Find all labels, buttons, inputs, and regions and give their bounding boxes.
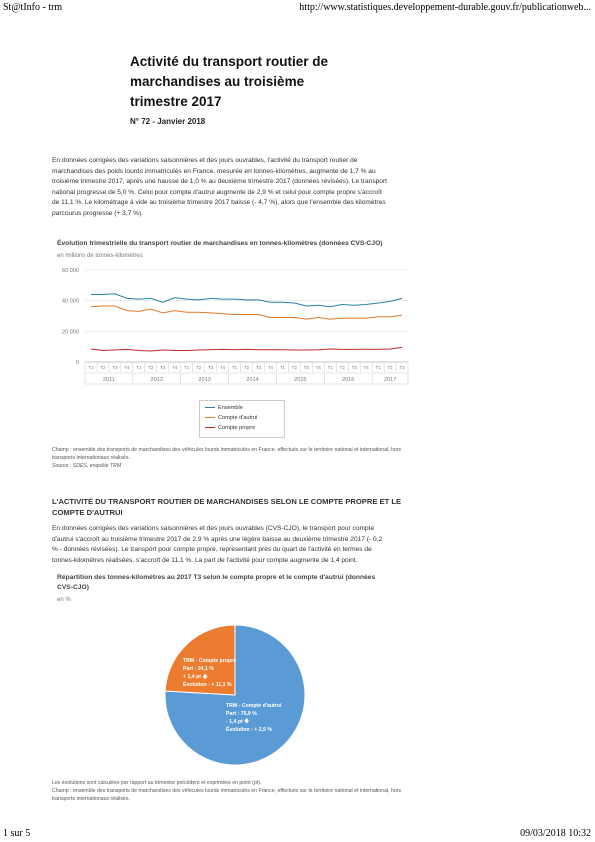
title-line: marchandises au troisième xyxy=(130,74,305,89)
note-line: transports internationaux réalisés. xyxy=(52,796,130,802)
x-tick-label: T4 xyxy=(315,365,321,370)
x-tick-label: T1 xyxy=(327,365,333,370)
title-line: Activité du transport routier de xyxy=(130,54,329,69)
page-counter: 1 sur 5 xyxy=(3,828,31,839)
paragraph-line: troisième trimestre 2017, après une hausse de 1,0 % au deuxième trimestre 2017 (données révisées). Le transport xyxy=(52,178,387,185)
chart-legend xyxy=(199,400,285,438)
paragraph-line: de 11,1 %. Le kilométrage à vide au troisième trimestre 2017 baisse (- 4,7 %), alors que l'ensemble des kilomètres xyxy=(52,199,386,206)
x-tick-label: T1 xyxy=(184,365,190,370)
note-line: Champ : ensemble des transports de marchandises des véhicules lourds immatriculés en France, effectués sur le territoire national et international, hors xyxy=(52,788,402,794)
print-timestamp: 09/03/2018 10:32 xyxy=(520,828,591,839)
x-tick-label: T3 xyxy=(208,365,214,370)
x-tick-label: T2 xyxy=(148,365,154,370)
label-line: TRM - Compte d'autrui xyxy=(226,703,282,709)
year-label: 2016 xyxy=(341,377,355,383)
year-label: 2011 xyxy=(102,377,115,383)
line-chart-title: Évolution trimestrielle du transport routier de marchandises en tonnes-kilomètres (données CVS-CJO) xyxy=(57,240,383,247)
label-line xyxy=(183,673,236,681)
x-tick-label: T3 xyxy=(399,365,405,370)
arrow-up-icon: 🡅 xyxy=(202,674,208,680)
x-tick-label: T2 xyxy=(387,365,393,370)
paragraph-line: marchandises des poids lourds immatriculés en France, mesurée en tonnes-kilomètres, augmente de 1,7 % au xyxy=(52,167,376,175)
note-line: Champ : ensemble des transports de marchandises des véhicules lourds immatriculés en France, effectués sur le territoire national et international, hors xyxy=(52,447,402,453)
heading-line: L'ACTIVITÉ DU TRANSPORT ROUTIER DE MARCHANDISES SELON LE COMPTE PROPRE ET LE xyxy=(52,497,402,506)
paragraph-line: tonnes-kilomètres réalisées, s'accroît de 11,1 %. La part de l'activité pour compte augmente de 1,4 point. xyxy=(52,556,358,564)
legend-item-compte-autrui xyxy=(205,415,257,421)
legend-item-compte-propre xyxy=(205,425,255,431)
y-tick-label: 20 000 xyxy=(61,329,79,336)
chart2-notes xyxy=(52,779,562,803)
label-text: + 1,4 pt xyxy=(183,674,202,680)
x-tick-label: T3 xyxy=(255,365,262,370)
label-line: Évolution : + 11,1 % xyxy=(183,682,232,688)
pie-chart xyxy=(160,620,310,770)
series-line xyxy=(91,306,402,319)
title-line: CVS-CJO) xyxy=(57,584,89,591)
line-chart xyxy=(40,264,420,399)
browser-tab-title: St@tInfo - trm xyxy=(3,2,63,13)
x-axis xyxy=(85,362,408,384)
arrow-down-icon: 🡇 xyxy=(244,719,250,725)
note-line: Les évolutions sont calculées par rapport au trimestre précédent et exprimées en point (pt). xyxy=(52,780,262,786)
x-tick-label: T3 xyxy=(112,365,118,370)
x-tick-label: T2 xyxy=(100,365,106,370)
paragraph-line: d'autrui s'accroît au troisième trimestre 2017 de 2,9 % après une légère baisse au deuxième trimestre 2017 (- 0,2 xyxy=(52,535,383,543)
label-line: Part : 24,1 % xyxy=(183,666,214,672)
section-heading xyxy=(52,496,412,518)
legend-swatch xyxy=(205,427,215,429)
x-tick-label: T4 xyxy=(124,365,130,370)
paragraph-line: national progresse de 5,0 %. Celui pour compte d'autrui augmente de 2,9 % et celui pour compte propre s'accroît xyxy=(52,188,382,196)
x-tick-label: T4 xyxy=(363,365,369,370)
x-tick-label: T1 xyxy=(279,365,285,370)
legend-item-ensemble xyxy=(205,405,243,411)
year-label: 2013 xyxy=(198,377,211,383)
x-tick-label: T3 xyxy=(303,365,309,370)
page-url[interactable]: http://www.statistiques.developpement-durable.gouv.fr/publicationweb... xyxy=(299,2,591,13)
year-label: 2015 xyxy=(294,377,307,383)
source-note: Source : SDES, enquête TRM xyxy=(52,463,122,469)
label-line: Part : 75,9 % xyxy=(226,711,257,717)
section-paragraph xyxy=(52,524,560,566)
intro-paragraph xyxy=(52,156,560,219)
year-label: 2017 xyxy=(383,377,397,383)
y-tick-label: 40 000 xyxy=(61,298,79,305)
y-tick-label: 0 xyxy=(75,360,79,366)
legend-label: Ensemble xyxy=(218,405,243,411)
x-tick-label: T3 xyxy=(160,365,166,370)
x-tick-label: T4 xyxy=(267,365,273,370)
label-line: Évolution : + 2,9 % xyxy=(226,727,272,733)
legend-label: Compte d'autrui xyxy=(218,415,258,421)
chart1-scope-note xyxy=(52,446,562,470)
year-label: 2014 xyxy=(246,377,259,383)
pie-chart-title xyxy=(57,573,375,593)
x-tick-label: T1 xyxy=(136,365,142,370)
label-text: - 1,4 pt xyxy=(226,719,243,725)
heading-line: COMPTE D'AUTRUI xyxy=(52,508,123,517)
pie-chart-unit: en % xyxy=(57,597,71,603)
x-tick-label: T2 xyxy=(291,365,297,370)
pie-label-compte-autrui xyxy=(226,702,281,734)
label-line: TRM - Compte propre xyxy=(183,658,237,664)
title-line: trimestre 2017 xyxy=(130,94,222,109)
x-tick-label: T2 xyxy=(196,365,202,370)
series-line xyxy=(91,294,402,307)
x-tick-label: T1 xyxy=(375,365,381,370)
title-line: Répartition des tonnes-kilomètres au 2017 T3 selon le compte propre et le compte d'autrui (données xyxy=(57,574,376,581)
paragraph-line: parcourus progresse (+ 3,7 %). xyxy=(52,209,144,217)
x-tick-label: T2 xyxy=(339,365,345,370)
paragraph-line: En données corrigées des variations saisonnières et des jours ouvrables, l'activité du transport routier de xyxy=(52,157,358,164)
x-tick-label: T4 xyxy=(220,365,226,370)
legend-swatch xyxy=(205,407,215,409)
note-line: transports internationaux réalisés. xyxy=(52,455,130,461)
paragraph-line: En données corrigées des variations saisonnières et des jours ouvrables (CVS-CJO), le transport pour compte xyxy=(52,525,375,532)
series-line xyxy=(91,347,402,351)
legend-label: Compte propre xyxy=(218,425,256,431)
y-tick-label: 60 000 xyxy=(61,268,79,274)
chart-series xyxy=(91,294,402,351)
x-tick-label: T4 xyxy=(172,365,178,370)
y-axis-ticks xyxy=(62,268,79,366)
issue-number: N° 72 - Janvier 2018 xyxy=(130,117,206,126)
x-tick-label: T1 xyxy=(231,365,238,370)
year-label: 2012 xyxy=(150,377,164,383)
paragraph-line: % - données révisées). Le transport pour compte propre, représentant près du quart de l'activité en termes de xyxy=(52,546,372,553)
document-title xyxy=(130,52,360,112)
chart-gridlines xyxy=(85,270,408,362)
pie-label-compte-propre xyxy=(183,657,236,689)
line-chart-unit: en millions de tonnes-kilomètres xyxy=(57,253,143,259)
x-tick-label: T1 xyxy=(88,365,94,370)
x-tick-label: T3 xyxy=(351,365,357,370)
label-line xyxy=(226,718,281,726)
pie-slices xyxy=(165,625,305,765)
x-tick-label: T2 xyxy=(243,365,250,370)
legend-swatch xyxy=(205,417,215,419)
